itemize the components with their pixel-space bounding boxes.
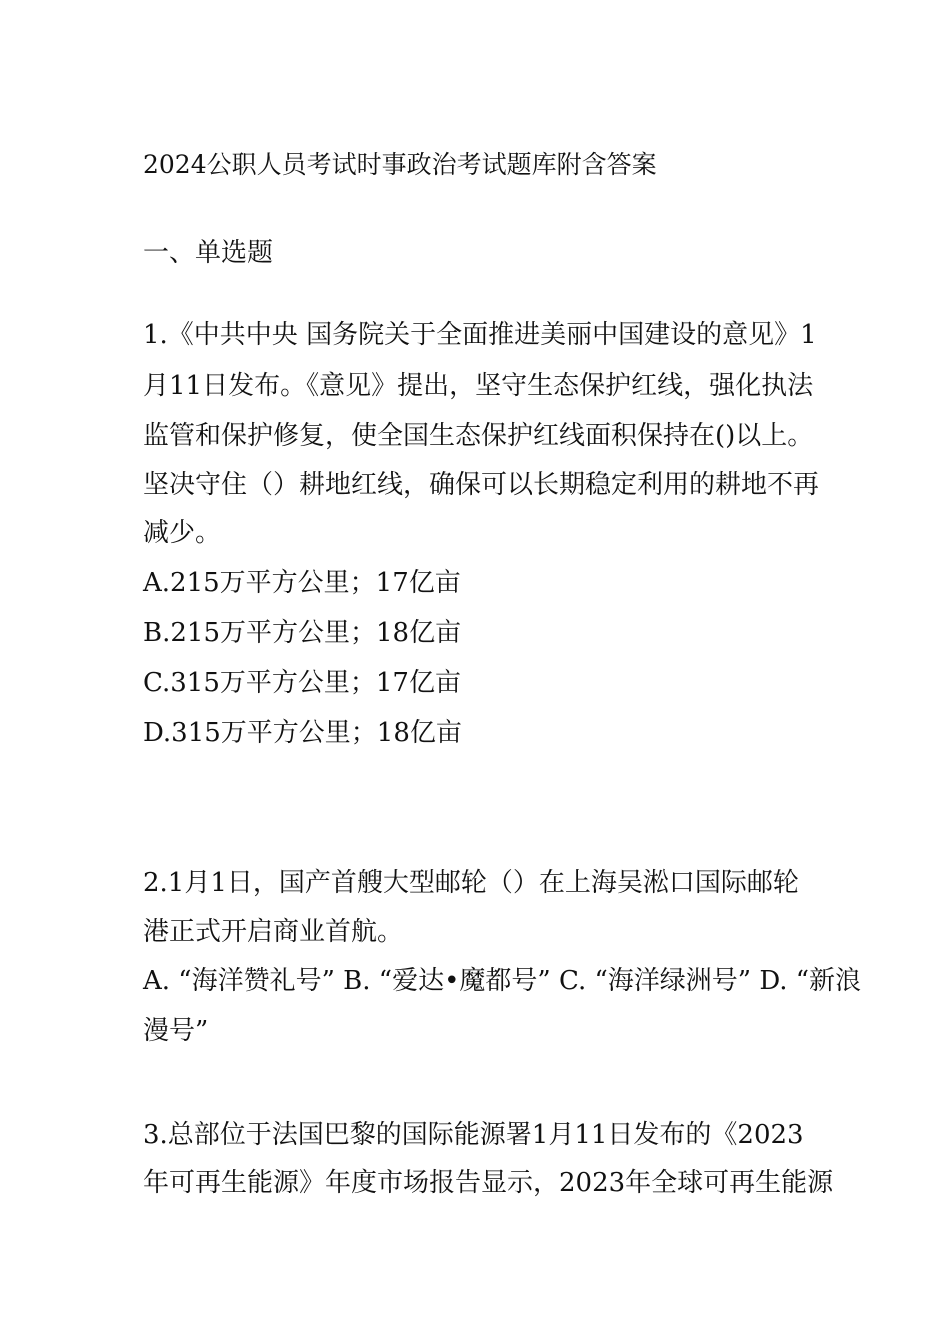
question-2-text-line-1: 2.1月1日，国产首艘大型邮轮（）在上海吴淞口国际邮轮: [143, 868, 799, 898]
document-title: 2024公职人员考试时事政治考试题库附含答案: [143, 150, 657, 179]
question-3-text-line-1: 3.总部位于法国巴黎的国际能源署1月11日发布的《2023: [143, 1120, 804, 1150]
section-heading: 一、单选题: [143, 238, 274, 268]
question-1-text-line-5: 减少。: [143, 518, 222, 548]
question-1-option-c: C.315万平方公里；17亿亩: [143, 668, 461, 698]
question-1-text-line-1: 1.《中共中央 国务院关于全面推进美丽中国建设的意见》1: [143, 320, 817, 350]
question-1-text-line-3: 监管和保护修复，使全国生态保护红线面积保持在()以上。: [143, 421, 814, 451]
question-1-text-line-2: 月11日发布。《意见》提出，坚守生态保护红线，强化执法: [143, 371, 814, 401]
question-2-text-line-2: 港正式开启商业首航。: [143, 917, 404, 947]
question-1-option-a: A.215万平方公里；17亿亩: [143, 568, 461, 598]
question-1-option-d: D.315万平方公里；18亿亩: [143, 718, 462, 748]
question-3-text-line-2: 年可再生能源》年度市场报告显示，2023年全球可再生能源: [143, 1168, 834, 1198]
question-2-options-line-1: A. “海洋赞礼号” B. “爱达•魔都号” C. “海洋绿洲号” D. “新浪: [143, 966, 862, 996]
question-1-text-line-4: 坚决守住（）耕地红线，确保可以长期稳定利用的耕地不再: [143, 470, 820, 500]
question-1-option-b: B.215万平方公里；18亿亩: [143, 618, 462, 648]
question-2-options-line-2: 漫号”: [143, 1016, 209, 1046]
